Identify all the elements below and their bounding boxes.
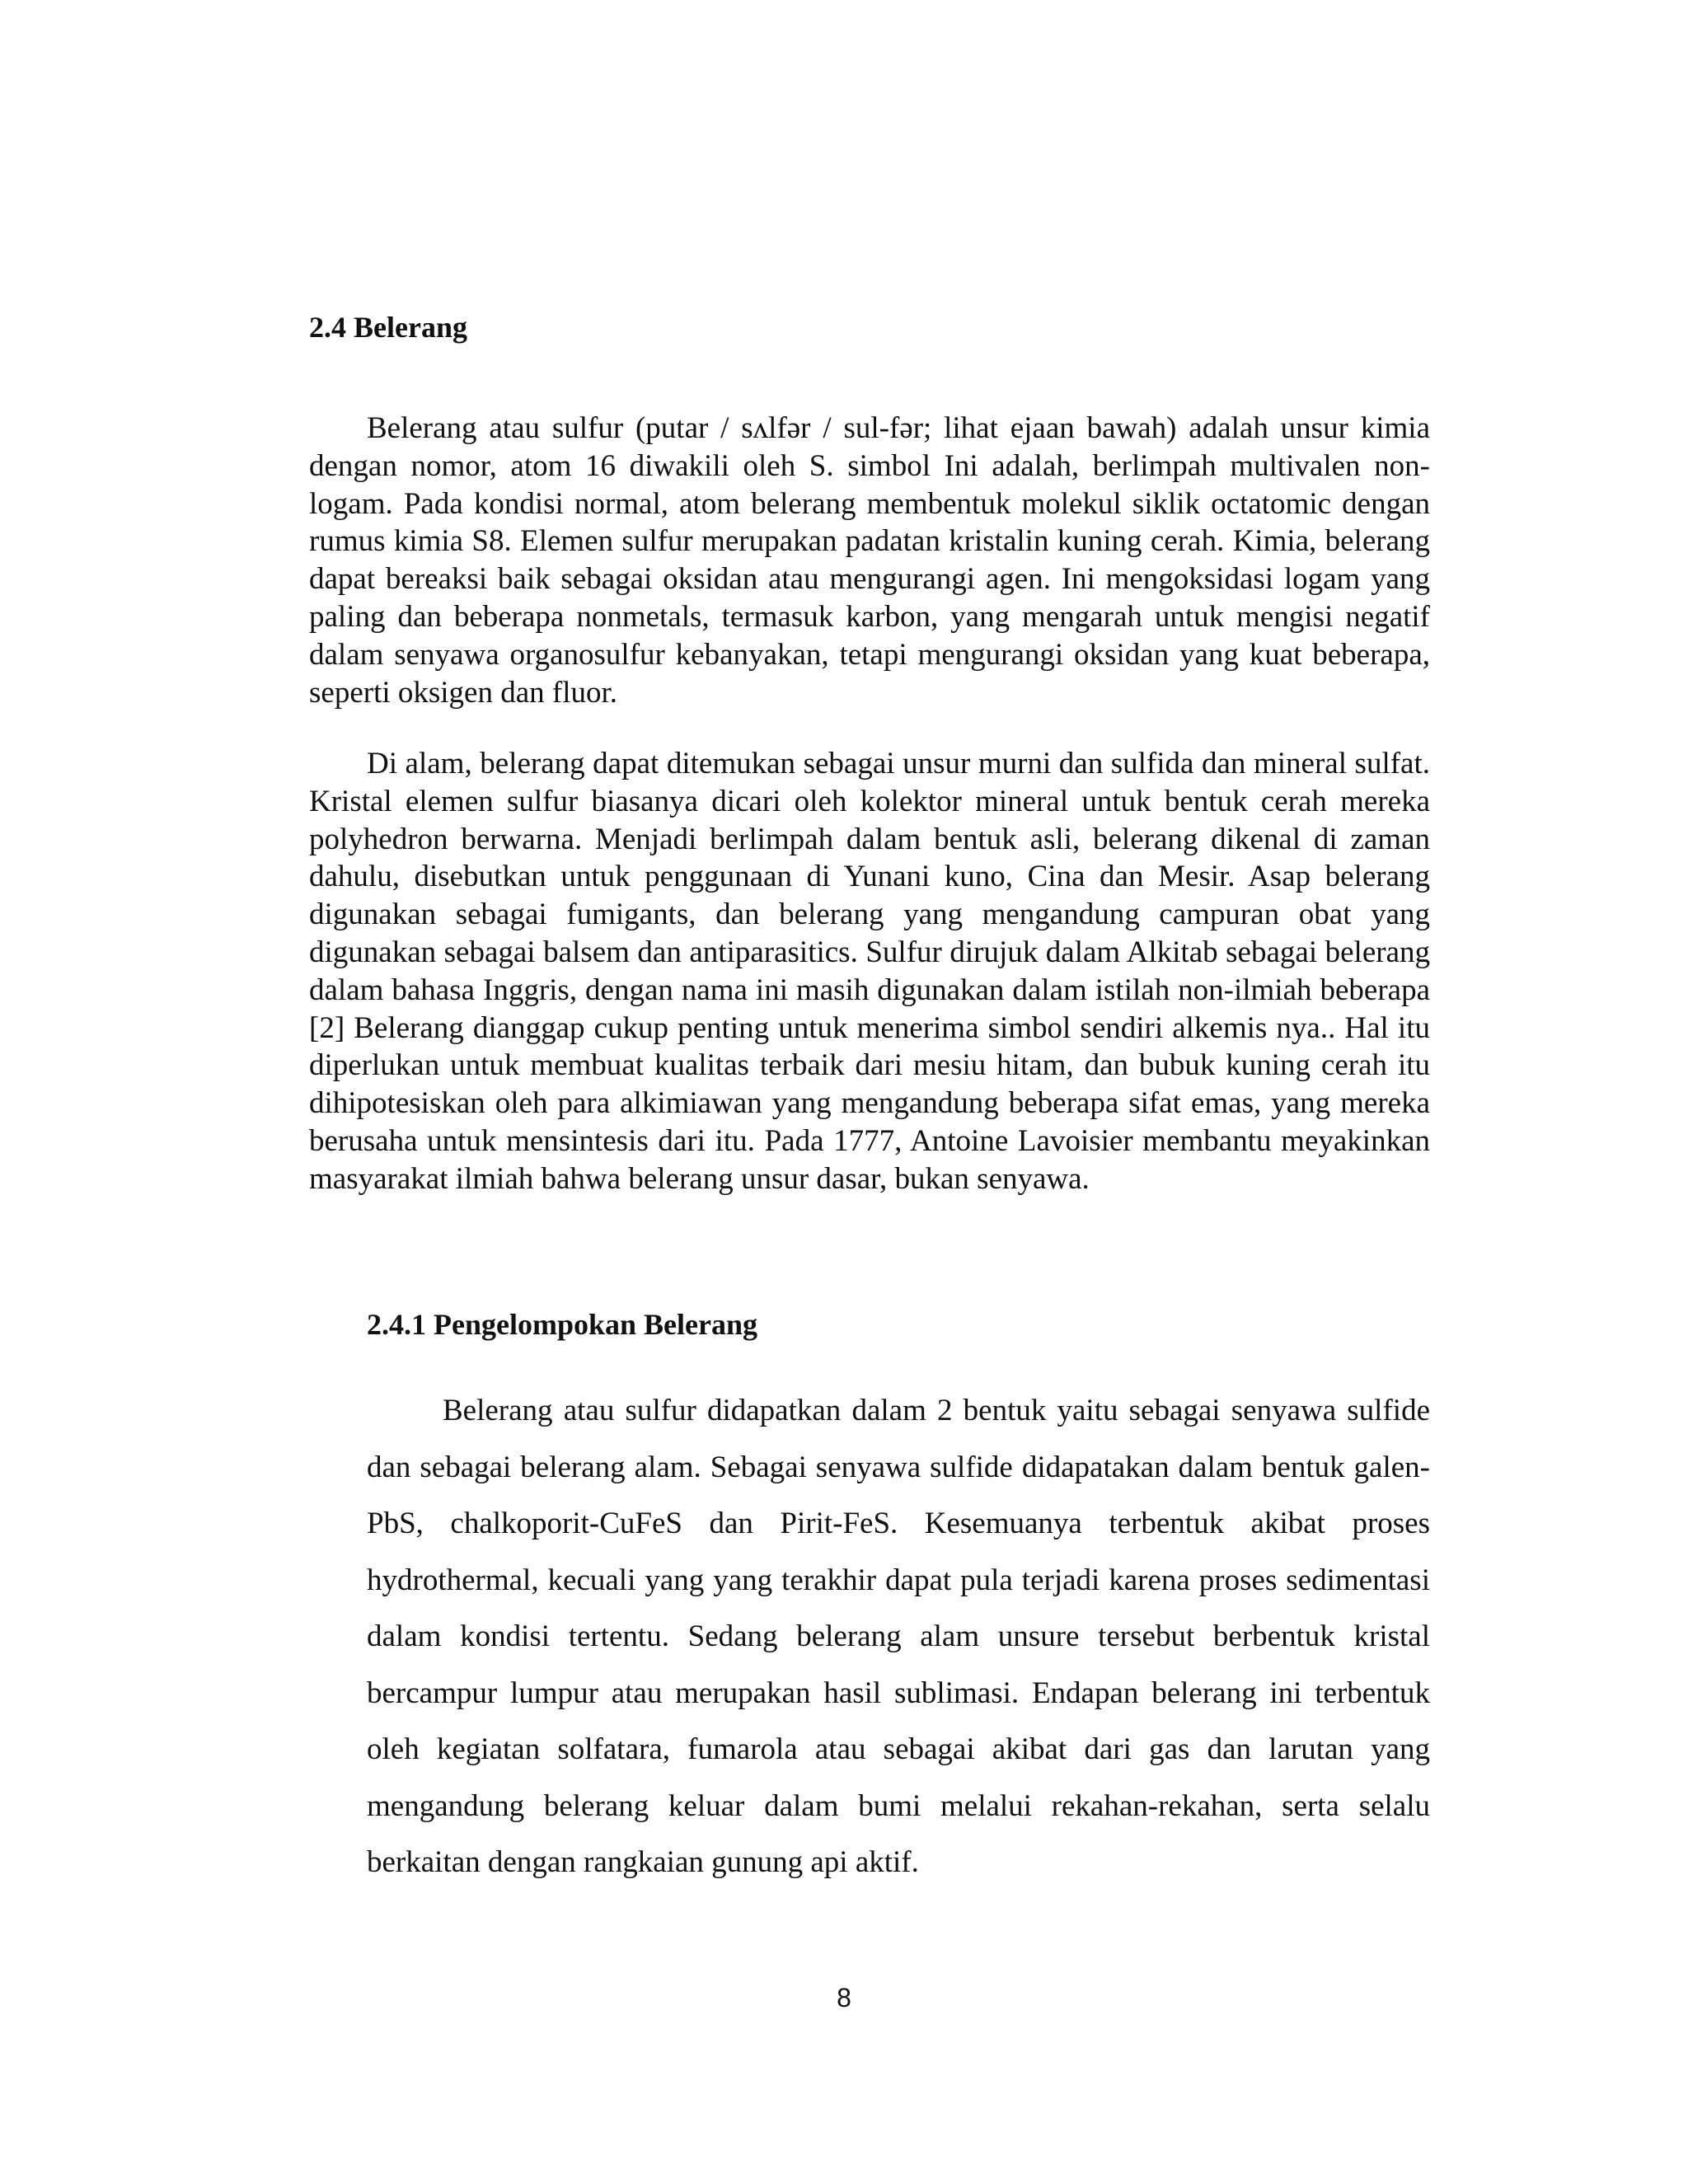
page-number: 8 [837, 1983, 851, 2013]
section-paragraph-2: Di alam, belerang dapat ditemukan sebagai unsur murni dan sulfida dan mineral sulfat. Kristal elemen sulfur biasanya dicari oleh kolektor mineral untuk bentuk cerah mereka polyhedron berwarna. Menjadi berlimpah dalam bentuk asli, belerang dikenal di zaman dahulu, disebutkan untuk penggunaan di Yunani kuno, Cina dan Mesir. Asap belerang digunakan sebagai fumigants, dan belerang yang mengandung campuran obat yang digunakan sebagai balsem dan antiparasitics. Sulfur dirujuk dalam Alkitab sebagai belerang dalam bahasa Inggris, dengan nama ini masih digunakan dalam istilah non-ilmiah beberapa [2] Belerang dianggap cukup penting untuk menerima simbol sendiri alkemis nya.. Hal itu diperlukan untuk membuat kualitas terbaik dari mesiu hitam, dan bubuk kuning cerah itu dihipotesiskan oleh para alkimiawan yang mengandung beberapa sifat emas, yang mereka berusaha untuk mensintesis dari itu. Pada 1777, Antoine Lavoisier membantu meyakinkan masyarakat ilmiah bahwa belerang unsur dasar, bukan senyawa. [309, 747, 1430, 1196]
section-paragraph-1: Belerang atau sulfur (putar / sʌlfər / sul-fər; lihat ejaan bawah) adalah unsur kimia dengan nomor, atom 16 diwakili oleh S. simbol Ini adalah, berlimpah multivalen non-logam. Pada kondisi normal, atom belerang membentuk molekul siklik octatomic dengan rumus kimia S8. Elemen sulfur merupakan padatan kristalin kuning cerah. Kimia, belerang dapat bereaksi baik sebagai oksidan atau mengurangi agen. Ini mengoksidasi logam yang paling dan beberapa nonmetals, termasuk karbon, yang mengarah untuk mengisi negatif dalam senyawa organosulfur kebanyakan, tetapi mengurangi oksidan yang kuat beberapa, seperti oksigen dan fluor. [309, 411, 1430, 710]
section-heading: 2.4 Belerang [309, 311, 467, 344]
subsection-heading: 2.4.1 Pengelompokan Belerang [367, 1308, 757, 1341]
subsection-paragraph: Belerang atau sulfur didapatkan dalam 2 bentuk yaitu sebagai senyawa sulfide dan sebagai belerang alam. Sebagai senyawa sulfide didapatakan dalam bentuk galen-PbS, chalkoporit-CuFeS dan Pirit-FeS. Kesemuanya terbentuk akibat proses hydrothermal, kecuali yang yang terakhir dapat pula terjadi karena proses sedimentasi dalam kondisi tertentu. Sedang belerang alam unsure tersebut berbentuk kristal bercampur lumpur atau merupakan hasil sublimasi. Endapan belerang ini terbentuk oleh kegiatan solfatara, fumarola atau sebagai akibat dari gas dan larutan yang mengandung belerang keluar dalam bumi melalui rekahan-rekahan, serta selalu berkaitan dengan rangkaian gunung api aktif. [367, 1394, 1430, 1879]
